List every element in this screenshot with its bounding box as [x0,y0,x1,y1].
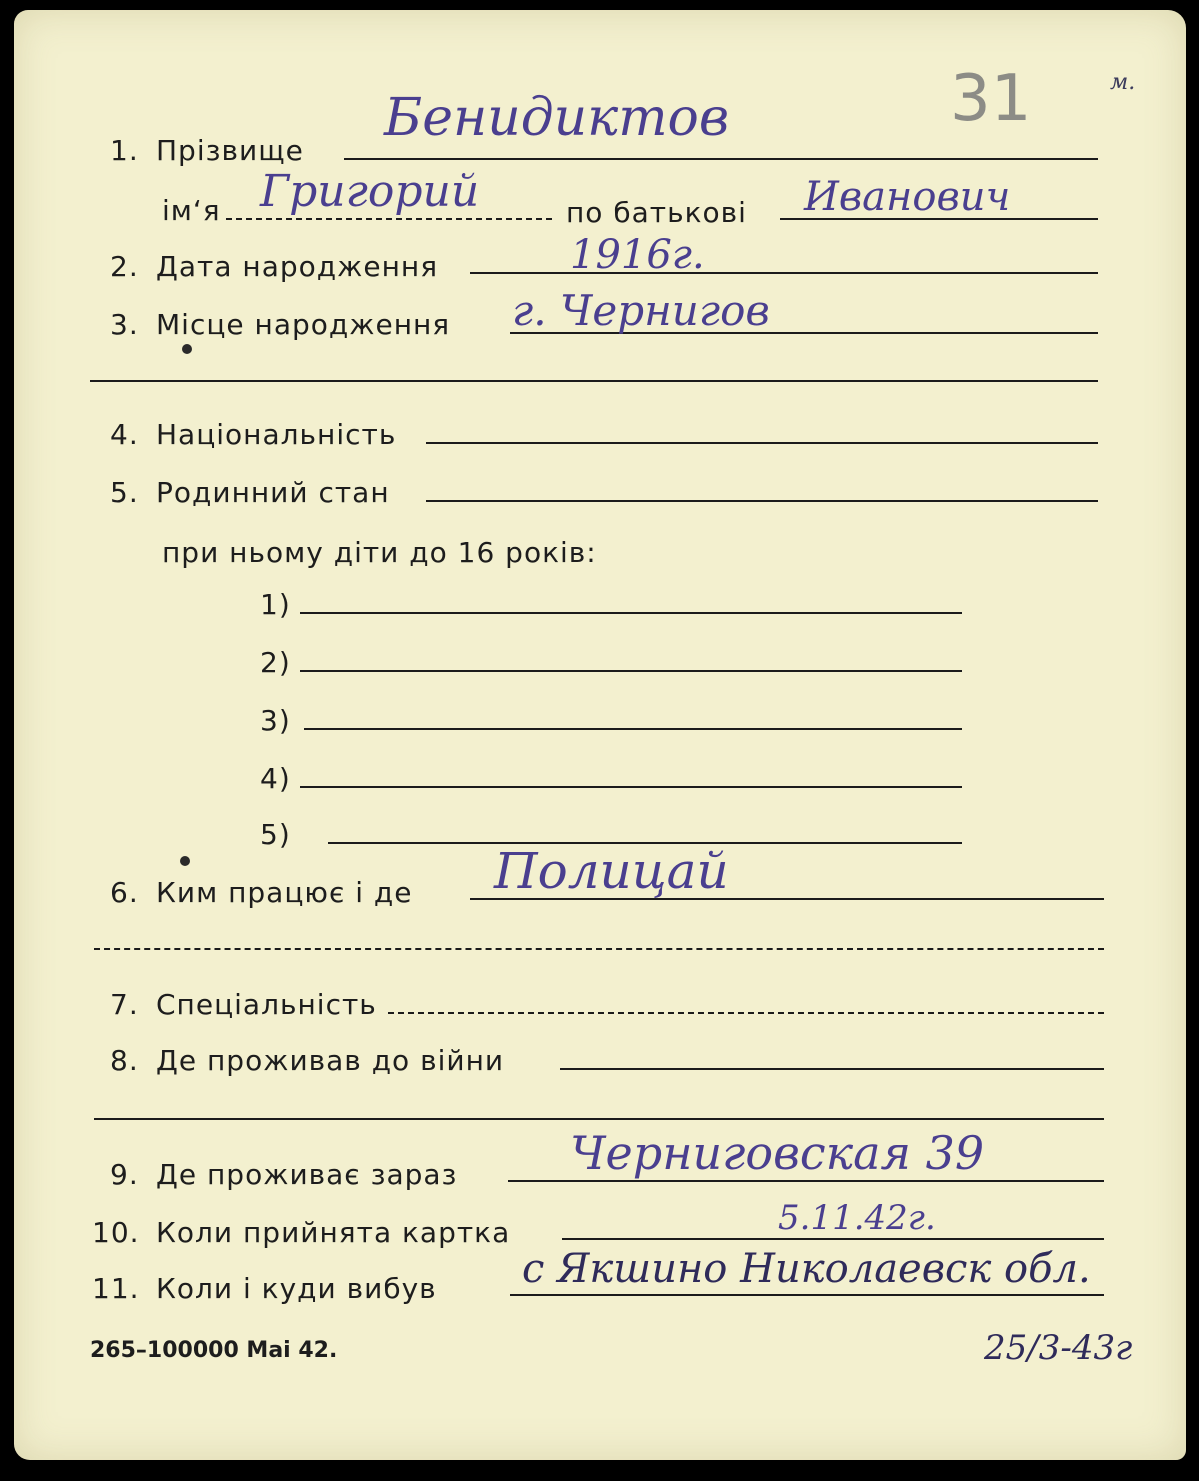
work-handwritten: Полицай [494,842,729,900]
child-3-line [304,728,962,730]
field-9-number: 9. [110,1158,139,1191]
patronymic-handwritten: Иванович [804,174,1011,220]
field-1-line [344,158,1098,160]
field-8-continuation-line [94,1118,1104,1120]
departed-date-handwritten: 25/3-43г [984,1328,1133,1368]
field-11-label: Коли і куди вибув [156,1272,437,1305]
child-2-line [300,670,962,672]
registration-card [14,10,1186,1460]
child-1-number: 1) [260,588,291,621]
field-2-number: 2. [110,250,139,283]
field-5-label: Родинний стан [156,476,390,509]
field-4-number: 4. [110,418,139,451]
child-2-number: 2) [260,646,291,679]
field-9-line [508,1180,1104,1182]
surname-handwritten: Бенидиктов [384,88,730,148]
field-1-label: Прізвище [156,134,304,167]
child-1-line [300,612,962,614]
field-3-label: Місце народження [156,308,451,341]
field-10-label: Коли прийнята картка [156,1216,511,1249]
field-7-number: 7. [110,988,139,1021]
field-2-label: Дата народження [156,250,439,283]
child-4-number: 4) [260,762,291,795]
corner-number: 31 [950,62,1032,136]
field-1b-label: ім‘я [162,194,221,227]
address-now-handwritten: Черниговская 39 [570,1126,985,1180]
field-5-number: 5. [110,476,139,509]
field-10-line [562,1238,1104,1240]
field-6-number: 6. [110,876,139,909]
birth-place-handwritten: г. Чернигов [512,286,770,335]
field-5-line [426,500,1098,502]
field-11-number: 11. [92,1272,140,1305]
birth-date-handwritten: 1916г. [570,232,705,278]
punch-hole [180,856,190,866]
field-4-line [426,442,1098,444]
field-6-label: Ким працює і де [156,876,413,909]
field-9-label: Де проживає зараз [156,1158,458,1191]
children-label: при ньому діти до 16 років: [162,536,597,569]
child-4-line [300,786,962,788]
field-8-line [560,1068,1104,1070]
child-3-number: 3) [260,704,291,737]
print-run-footer: 265–100000 Mai 42. [90,1338,338,1363]
punch-hole [182,344,192,354]
field-1c-label: по батькові [566,196,747,229]
field-3-number: 3. [110,308,139,341]
field-11-line [510,1294,1104,1296]
field-7-label: Спеціальність [156,988,377,1021]
first-name-handwritten: Григорий [260,166,480,217]
field-4-label: Національність [156,418,397,451]
child-5-number: 5) [260,818,291,851]
field-6-continuation-line [94,948,1104,950]
field-2-line [470,272,1098,274]
field-10-number: 10. [92,1216,140,1249]
field-1-number: 1. [110,134,139,167]
field-7-line [388,1012,1104,1014]
field-3-continuation-line [90,380,1098,382]
card-date-handwritten: 5.11.42г. [778,1198,936,1238]
field-8-number: 8. [110,1044,139,1077]
field-1b-line [226,218,552,220]
field-8-label: Де проживав до війни [156,1044,505,1077]
departed-handwritten: с Якшино Николаевск обл. [522,1246,1091,1292]
corner-mark: м. [1110,70,1136,95]
